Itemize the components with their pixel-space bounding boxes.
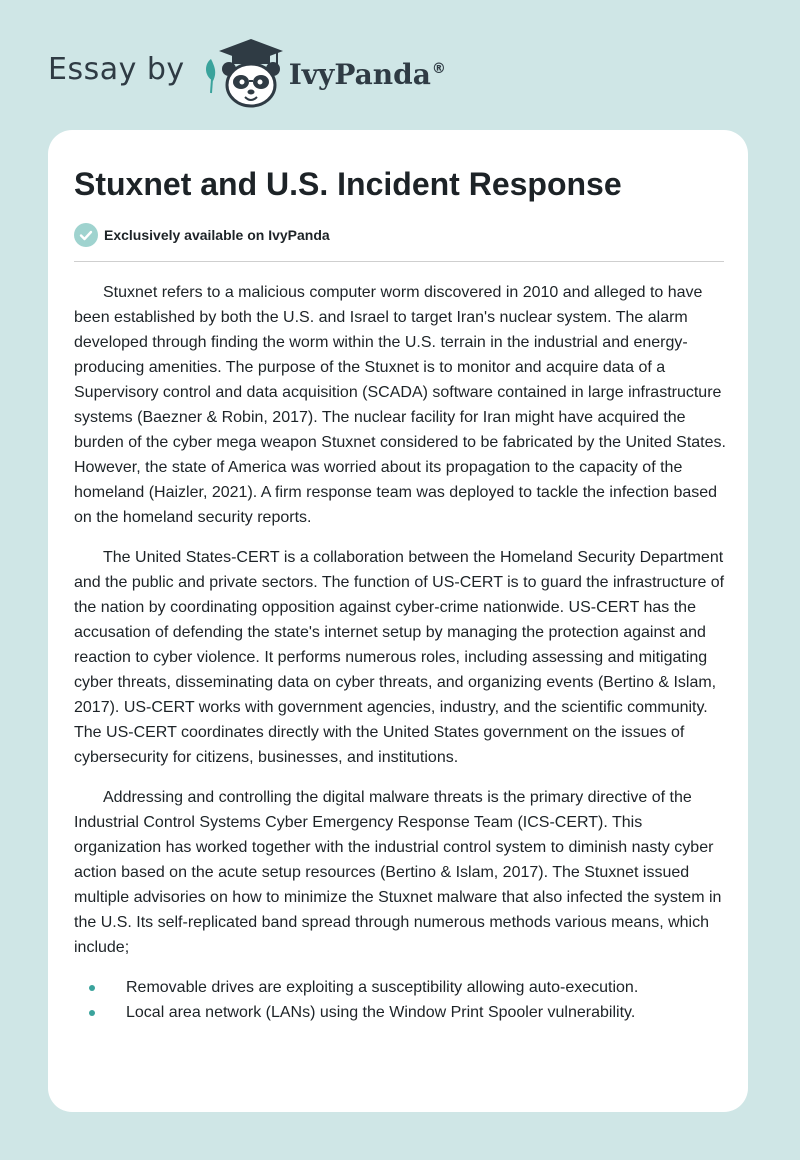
divider — [74, 261, 724, 262]
paragraph: Addressing and controlling the digital malware threats is the primary directive of the Industrial Control Systems Cyber Emergency Response Team (ICS-CERT). This organization has worked together with the industrial control system to diminish nasty cyber action based on the acute setup resources (Bertino & Islam, 2017). The Stuxnet issued multiple advisories on how to minimize the Stuxnet malware that also infected the system in the U.S. Its self-replicated band spread through numerous methods various means, which include; — [74, 789, 722, 956]
panda-logo-icon[interactable] — [199, 37, 283, 109]
bullet-icon — [89, 1010, 95, 1016]
essay-body — [74, 280, 726, 1025]
exclusive-badge — [74, 223, 330, 247]
list-item — [74, 975, 726, 1000]
list-item-text: Local area network (LANs) using the Window Print Spooler vulnerability. — [126, 1004, 636, 1021]
paragraph: Stuxnet refers to a malicious computer worm discovered in 2010 and alleged to have been established by both the U.S. and Israel to target Iran's nuclear system. The alarm developed through finding the worm within the U.S. terrain in the industrial and energy-producing amenities. The purpose of the Stuxnet is to monitor and acquire data of a Supervisory control and data acquisition (SCADA) software contained in large infrastructure systems (Baezner & Robin, 2017). The nuclear facility for Iran might have acquired the burden of the cyber mega weapon Stuxnet considered to be fabricated by the United States. However, the state of America was worried about its propagation to the capacity of the homeland (Haizler, 2021). A firm response team was deployed to tackle the infection based on the homeland security reports. — [74, 284, 726, 526]
brand-prefix: Essay by — [48, 51, 185, 87]
brand-name-text: IvyPanda — [288, 57, 431, 91]
exclusive-badge-text: Exclusively available on IvyPanda — [104, 227, 330, 243]
paragraph: The United States-CERT is a collaboration between the Homeland Security Department and the public and private sectors. The function of US-CERT is to guard the infrastructure of the nation by coordinating opposition against cyber-crime nationwide. US-CERT has the accusation of defending the state's internet setup by managing the protection against and reaction to cyber violence. It performs numerous roles, including assessing and mitigating cyber threats, disseminating data on cyber threats, and organizing events (Bertino & Islam, 2017). US-CERT works with government agencies, industry, and the scientific community. The US-CERT coordinates directly with the United States government on the issues of cybersecurity for citizens, businesses, and institutions. — [74, 549, 725, 766]
registered-mark: ® — [431, 61, 446, 78]
list-item-text: Removable drives are exploiting a susceptibility allowing auto-execution. — [126, 979, 639, 996]
list-item — [74, 1000, 726, 1025]
check-icon — [74, 223, 98, 247]
bullet-list — [74, 975, 726, 1025]
brand-name[interactable] — [289, 58, 446, 91]
essay-card — [48, 130, 748, 1112]
brand-header — [48, 38, 446, 108]
page-title: Stuxnet and U.S. Incident Response — [74, 166, 622, 202]
bullet-icon — [89, 985, 95, 991]
